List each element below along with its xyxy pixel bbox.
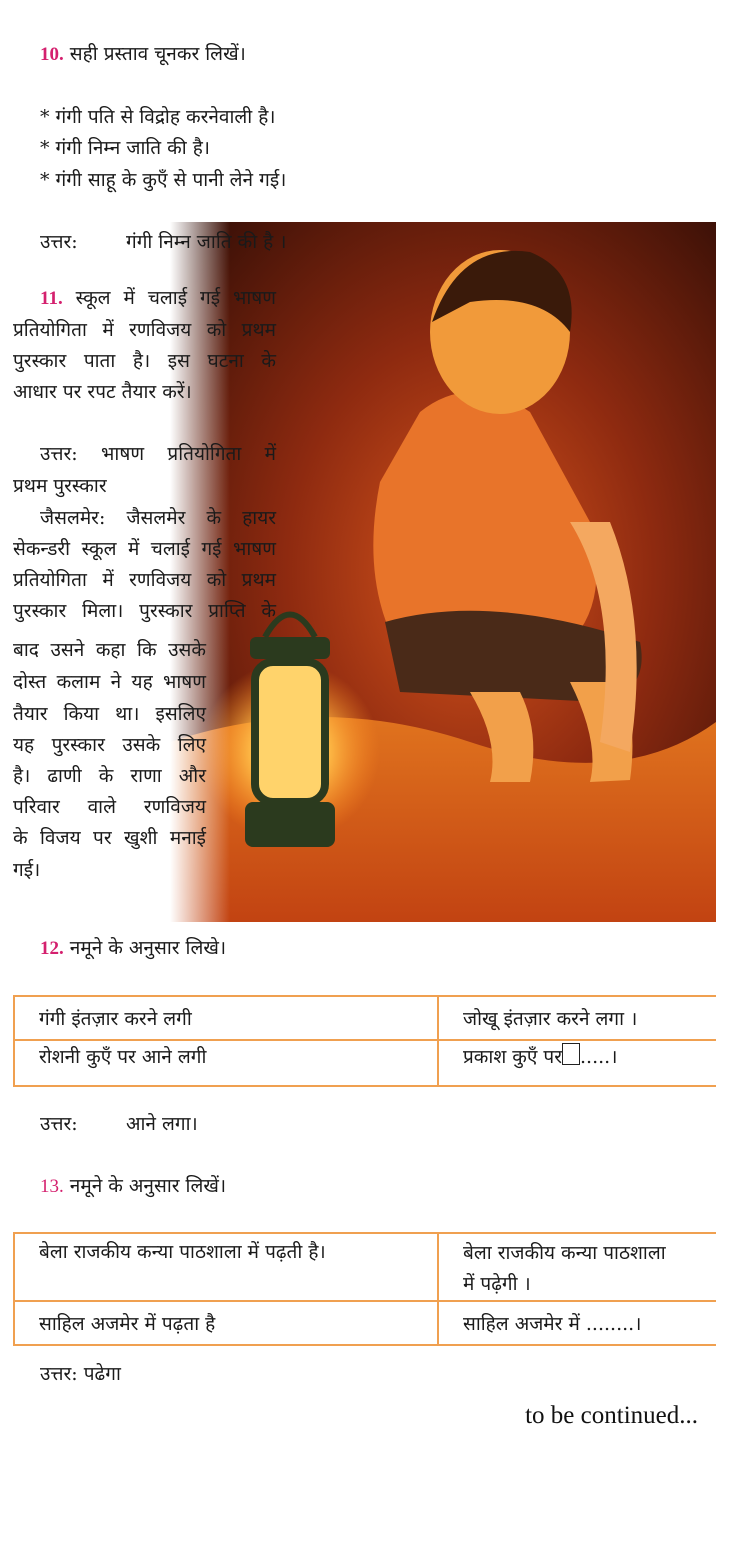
q10-answer: गंगी निम्न जाति की है । <box>126 231 287 253</box>
q11-number: 11. <box>40 288 63 309</box>
q11-question-line-4: आधार पर रपट तैयार करें। <box>13 381 192 403</box>
q10-option-2: * गंगी निम्न जाति की है। <box>40 137 211 159</box>
q11-answer-line-12: परिवार वाले रणविजय <box>13 796 206 818</box>
table-row <box>14 1040 716 1086</box>
q11-answer-line-2: प्रथम पुरस्कार <box>13 475 107 497</box>
q11-answer-line-5: प्रतियोगिता में रणविजय को प्रथम <box>13 569 276 591</box>
q11-answer-line-13: के विजय पर खुशी मनाई <box>13 827 206 849</box>
q11-answer-line-9: तैयार किया था। इसलिए <box>13 703 206 725</box>
q12-table <box>13 995 716 1087</box>
q13-table <box>13 1232 716 1346</box>
q11-answer-line-11: है। ढाणी के राणा और <box>13 765 206 787</box>
q11-question-line-1: 11. स्कूल में चलाई गई भाषण <box>40 287 276 309</box>
table-cell: प्रकाश कुएँ पर .....। <box>438 1040 716 1086</box>
table-row <box>14 1233 716 1301</box>
table-row <box>14 1301 716 1345</box>
q11-answer-line-6: पुरस्कार मिला। पुरस्कार प्राप्ति के <box>13 600 276 622</box>
q10-answer-label: उत्तर: <box>40 231 78 253</box>
q11-answer-line-4: सेकन्डरी स्कूल में चलाई गई भाषण <box>13 538 276 560</box>
q13-question-text: नमूने के अनुसार लिखें। <box>69 1175 227 1197</box>
q11-question-line-3: पुरस्कार पाता है। इस घटना के <box>13 350 276 372</box>
q12-answer-label: उत्तर: <box>40 1113 78 1135</box>
table-row <box>14 996 716 1040</box>
q12-question <box>40 934 226 960</box>
q11-answer-line-14: गई। <box>13 859 41 881</box>
table-cell: साहिल अजमेर में ........। <box>438 1301 716 1345</box>
blank-box[interactable] <box>562 1043 580 1065</box>
q11-question-line-2: प्रतियोगिता में रणविजय को प्रथम <box>13 319 276 341</box>
table-cell: बेला राजकीय कन्या पाठशाला में पढ़ेगी । <box>438 1233 716 1301</box>
q10-option-1: * गंगी पति से विद्रोह करनेवाली है। <box>40 106 276 128</box>
q13-answer: उत्तर: पढेगा <box>40 1363 121 1385</box>
to-be-continued-text: to be continued... <box>525 1402 698 1429</box>
table-cell: गंगी इंतज़ार करने लगी <box>14 996 438 1040</box>
table-cell: जोखू इंतज़ार करने लगा । <box>438 996 716 1040</box>
q12-answer: आने लगा। <box>126 1113 198 1135</box>
table-cell: साहिल अजमेर में पढ़ता है <box>14 1301 438 1345</box>
q11-answer-line-7: बाद उसने कहा कि उसके <box>13 639 206 661</box>
q11-answer-line-3: जैसलमेर: जैसलमेर के हायर <box>40 507 276 529</box>
q12-question-text: नमूने के अनुसार लिखे। <box>69 937 227 959</box>
q10-question-text: सही प्रस्ताव चूनकर लिखें। <box>69 43 246 65</box>
q11-answer-line-10: यह पुरस्कार उसके लिए <box>13 734 206 756</box>
q10-question <box>40 40 246 66</box>
q11-answer-line-1: उत्तर: भाषण प्रतियोगिता में <box>40 443 276 465</box>
table-cell: रोशनी कुएँ पर आने लगी <box>14 1040 438 1086</box>
q10-number: 10. <box>40 44 64 65</box>
q13-question <box>40 1172 226 1198</box>
q13-number: 13. <box>40 1176 64 1197</box>
q11-answer-line-8: दोस्त कलाम ने यह भाषण <box>13 671 206 693</box>
q10-option-3: * गंगी साहू के कुएँ से पानी लेने गई। <box>40 169 287 191</box>
table-cell: बेला राजकीय कन्या पाठशाला में पढ़ती है। <box>14 1233 438 1301</box>
q12-number: 12. <box>40 938 64 959</box>
